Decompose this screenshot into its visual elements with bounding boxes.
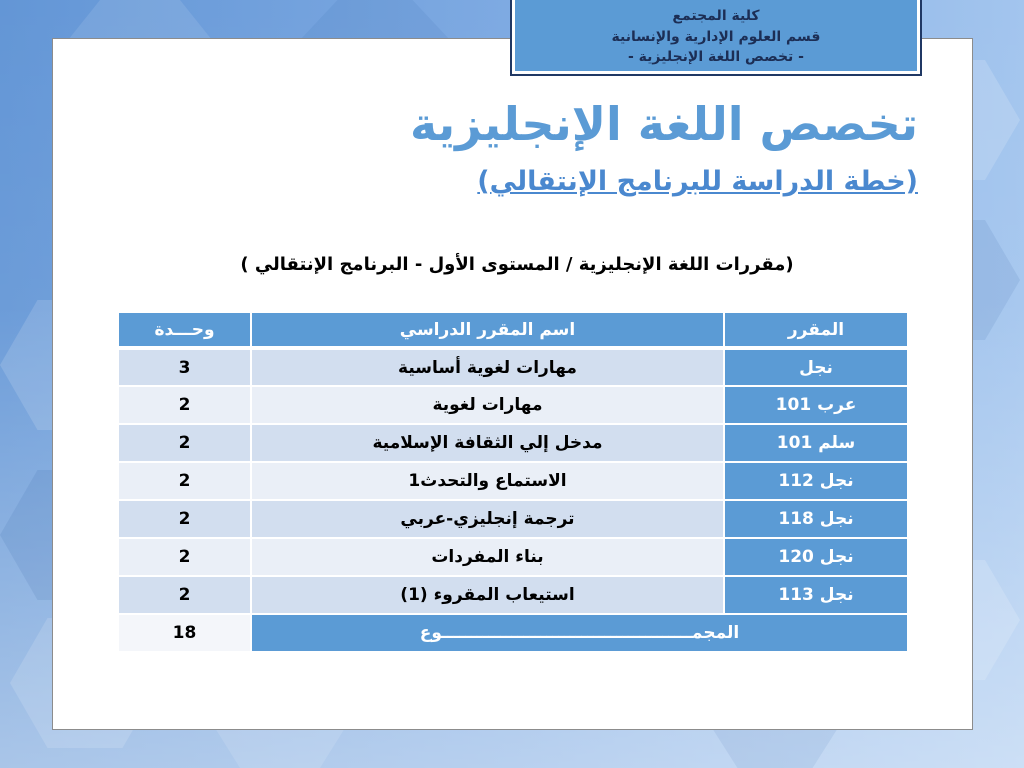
course-code-cell: 101 عرب bbox=[724, 386, 908, 424]
table-caption: (مقررات اللغة الإنجليزية / المستوى الأول - البرنامج الإنتقالي ) bbox=[240, 254, 794, 275]
column-header-code: المقرر bbox=[724, 312, 908, 348]
table-row bbox=[118, 576, 908, 614]
table-row bbox=[118, 386, 908, 424]
course-code-cell: 113 نجل bbox=[724, 576, 908, 614]
specialization-name: - تخصص اللغة الإنجليزية - bbox=[628, 49, 804, 65]
slide-subtitle: (خطة الدراسة للبرنامج الإنتقالي) bbox=[477, 166, 918, 197]
table-row bbox=[118, 500, 908, 538]
column-header-name: اسم المقرر الدراسي bbox=[251, 312, 724, 348]
course-units-cell: 2 bbox=[118, 576, 251, 614]
course-table bbox=[117, 311, 909, 653]
institution-header-box bbox=[510, 0, 922, 76]
course-units-cell: 2 bbox=[118, 538, 251, 576]
course-name-cell: استيعاب المقروء (1) bbox=[251, 576, 724, 614]
department-name: قسم العلوم الإدارية والإنسانية bbox=[611, 28, 821, 45]
institution-header-fill bbox=[515, 0, 917, 71]
table-row bbox=[118, 538, 908, 576]
column-header-units: وحـــدة bbox=[118, 312, 251, 348]
course-units-cell: 2 bbox=[118, 462, 251, 500]
course-name-cell: مهارات لغوية أساسية bbox=[251, 348, 724, 386]
total-units-cell: 18 bbox=[118, 614, 251, 652]
course-units-cell: 3 bbox=[118, 348, 251, 386]
course-units-cell: 2 bbox=[118, 386, 251, 424]
course-units-cell: 2 bbox=[118, 424, 251, 462]
table-row bbox=[118, 424, 908, 462]
table-total-row bbox=[118, 614, 908, 652]
table-header-row bbox=[118, 312, 908, 348]
course-code-cell: 120 نجل bbox=[724, 538, 908, 576]
course-name-cell: بناء المفردات bbox=[251, 538, 724, 576]
course-code-cell: 118 نجل bbox=[724, 500, 908, 538]
course-code-cell: نجل bbox=[724, 348, 908, 386]
course-name-cell: مهارات لغوية bbox=[251, 386, 724, 424]
college-name: كلية المجتمع bbox=[672, 8, 760, 24]
course-name-cell: الاستماع والتحدث1 bbox=[251, 462, 724, 500]
course-code-cell: 112 نجل bbox=[724, 462, 908, 500]
slide-title: تخصص اللغة الإنجليزية bbox=[410, 97, 918, 151]
table-row bbox=[118, 348, 908, 386]
total-label-cell: المجمـــــــــــــــــــــــــــــــــــــــــــوع bbox=[251, 614, 908, 652]
table-row bbox=[118, 462, 908, 500]
course-code-cell: 101 سلم bbox=[724, 424, 908, 462]
course-units-cell: 2 bbox=[118, 500, 251, 538]
course-name-cell: ترجمة إنجليزي-عربي bbox=[251, 500, 724, 538]
course-name-cell: مدخل إلي الثقافة الإسلامية bbox=[251, 424, 724, 462]
